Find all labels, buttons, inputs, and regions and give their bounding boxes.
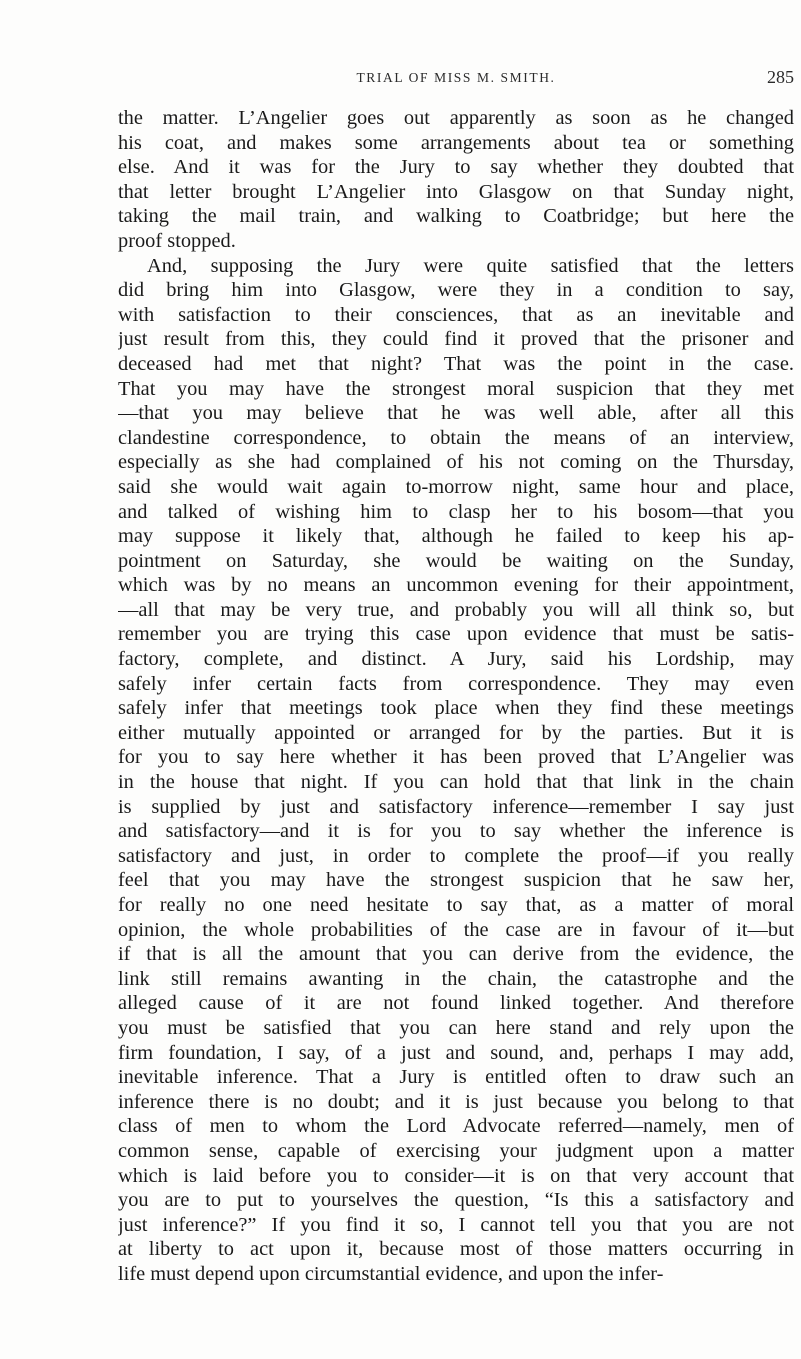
page-header [118, 64, 794, 92]
paragraph [118, 254, 794, 1287]
text-line: clandestine correspondence, to obtain the means of an interview, [118, 426, 794, 449]
text-line: which was by no means an uncommon evening for their appointment, [118, 574, 794, 597]
page-number: 285 [767, 67, 794, 87]
text-line: for you to say here whether it has been proved that L’Angelier was [118, 746, 794, 769]
text-line: for really no one need hesitate to say that, as a matter of moral [118, 894, 794, 916]
text-line: feel that you may have the strongest suspicion that he saw her, [118, 869, 794, 892]
text-line: proof stopped. [118, 229, 236, 252]
text-line: his coat, and makes some arrangements about tea or something [118, 131, 794, 154]
text-line: may suppose it likely that, although he failed to keep his ap- [118, 525, 794, 548]
text-line: which is laid before you to consider—it is on that very account that [118, 1164, 794, 1187]
paragraph [118, 106, 794, 254]
text-line: opinion, the whole probabilities of the case are in favour of it—but [118, 918, 794, 941]
text-line: just result from this, they could find it proved that the prisoner and [118, 328, 794, 351]
text-line: class of men to whom the Lord Advocate referred—namely, men of [118, 1115, 794, 1138]
text-line: at liberty to act upon it, because most of those matters occurring in [118, 1238, 794, 1261]
text-line: And, supposing the Jury were quite satisfied that the letters [147, 254, 794, 277]
text-line: either mutually appointed or arranged for by the parties. But it is [118, 721, 794, 744]
text-line: inevitable inference. That a Jury is entitled often to draw such an [118, 1066, 794, 1089]
text-line: —all that may be very true, and probably you will all think so, but [118, 598, 794, 621]
text-line: with satisfaction to their consciences, that as an inevitable and [118, 303, 794, 326]
text-line: safely infer certain facts from correspondence. They may even [118, 672, 794, 695]
body-text [118, 106, 794, 1287]
text-line: firm foundation, I say, of a just and sound, and, perhaps I may add, [118, 1041, 794, 1064]
text-line: you must be satisfied that you can here stand and rely upon the [118, 1016, 794, 1039]
text-line: else. And it was for the Jury to say whether they doubted that [118, 156, 794, 179]
running-head: TRIAL OF MISS M. SMITH. [356, 70, 556, 85]
text-line: you are to put to yourselves the question, “Is this a satisfactory and [118, 1189, 794, 1212]
text-line: safely infer that meetings took place when they find these meetings [118, 697, 794, 720]
text-line: link still remains awanting in the chain, the catastrophe and the [118, 967, 794, 990]
text-line: remember you are trying this case upon evidence that must be satis- [118, 623, 794, 646]
text-line: factory, complete, and distinct. A Jury, said his Lordship, may [118, 648, 794, 671]
text-line: especially as she had complained of his not coming on the Thursday, [118, 451, 794, 474]
text-line: inference there is no doubt; and it is just because you belong to that [118, 1090, 794, 1113]
text-line: if that is all the amount that you can derive from the evidence, the [118, 943, 794, 966]
text-line: just inference?” If you find it so, I cannot tell you that you are not [118, 1213, 794, 1236]
text-line: in the house that night. If you can hold that that link in the chain [118, 771, 794, 794]
text-line: alleged cause of it are not found linked together. And therefore [118, 992, 794, 1015]
text-line: life must depend upon circumstantial evidence, and upon the infer- [118, 1262, 664, 1285]
text-line: that letter brought L’Angelier into Glasgow on that Sunday night, [118, 180, 794, 203]
text-line: said she would wait again to-morrow night, same hour and place, [118, 475, 794, 498]
text-line: did bring him into Glasgow, were they in a condition to say, [118, 279, 794, 302]
text-line: —that you may believe that he was well able, after all this [118, 402, 794, 425]
text-line: common sense, capable of exercising your judgment upon a matter [118, 1139, 794, 1162]
text-line: and talked of wishing him to clasp her to his bosom—that you [118, 500, 794, 523]
text-line: That you may have the strongest moral suspicion that they met [118, 377, 794, 400]
text-line: satisfactory and just, in order to complete the proof—if you really [118, 844, 794, 867]
text-line: deceased had met that night? That was the point in the case. [118, 352, 794, 375]
text-line: taking the mail train, and walking to Coatbridge; but here the [118, 205, 794, 228]
text-line: the matter. L’Angelier goes out apparently as soon as he changed [118, 107, 794, 129]
text-line: and satisfactory—and it is for you to say whether the inference is [118, 820, 794, 843]
text-line: is supplied by just and satisfactory inference—remember I say just [118, 795, 794, 818]
text-line: pointment on Saturday, she would be waiting on the Sunday, [118, 549, 794, 572]
